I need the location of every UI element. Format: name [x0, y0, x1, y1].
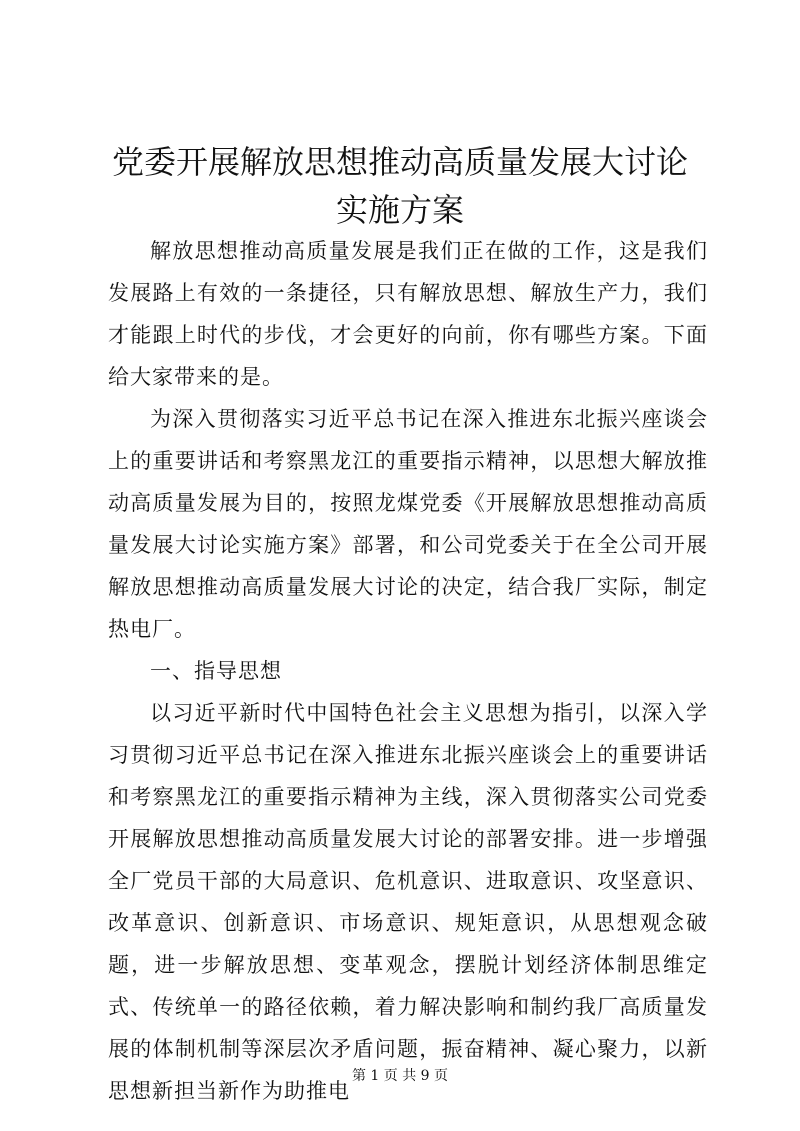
guiding-ideology-paragraph: 以习近平新时代中国特色社会主义思想为指引，以深入学习贯彻习近平总书记在深入推进东北振兴座谈会上的重要讲话和考察黑龙江的重要指示精神为主线，深入贯彻落实公司党委开展解放思想推动高质量发展大讨论的部署安排。进一步增强全厂党员干部的大局意识、危机意识、进取意识、攻坚意识、改革意识、创新意识、市场意识、规矩意识，从思想观念破题，进一步解放思想、变革观念，摆脱计划经济体制思维定式、传统单一的路径依赖，着力解决影响和制约我厂高质量发展的体制机制等深层次矛盾问题，振奋精神、凝心聚力，以新思想新担当新作为助推电 [108, 701, 708, 1103]
page-number-footer: 第 1 页 共 9 页 [351, 1068, 449, 1084]
intro-paragraph: 解放思想推动高质量发展是我们正在做的工作，这是我们发展路上有效的一条捷径，只有解放思想、解放生产力，我们才能跟上时代的步伐，才会更好的向前，你有哪些方案。下面给大家带来的是。 [108, 239, 708, 389]
document-body [108, 230, 708, 1112]
purpose-paragraph: 为深入贯彻落实习近平总书记在深入推进东北振兴座谈会上的重要讲话和考察黑龙江的重要指示精神，以思想大解放推动高质量发展为目的，按照龙煤党委《开展解放思想推动高质量发展大讨论实施方案》部署，和公司党委关于在全公司开展解放思想推动高质量发展大讨论的决定，结合我厂实际，制定热电厂。 [108, 407, 708, 641]
document-title: 党委开展解放思想推动高质量发展大讨论实施方案 [111, 143, 688, 229]
section-heading-guiding-ideology: 一、指导思想 [150, 659, 282, 683]
